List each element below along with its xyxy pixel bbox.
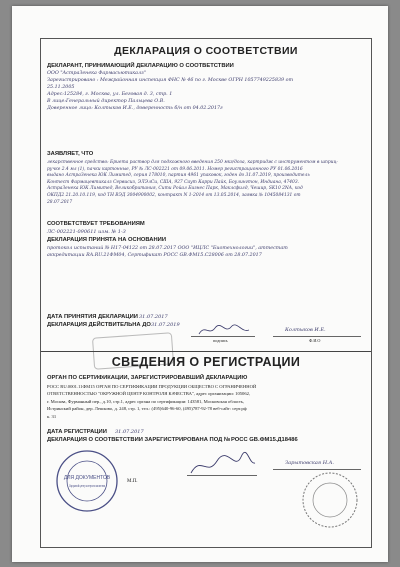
declares-line: ОКПД2 21.20.10.119, код ТН ВЭД 3004900002, контракт N 1-2014 от 13.05.2014, заявка № 1045084131 от [47,192,301,198]
officer-name-line [273,469,361,470]
body-line: г. Москва, Фурманный пер., д.10, стр.1, адрес органа по сертификации: 143581, Московская область, [47,398,245,404]
basis-heading: ДЕКЛАРАЦИЯ ПРИНЯТА НА ОСНОВАНИИ [47,237,167,243]
valid-date: 31.07.2019 [151,322,180,328]
applicant-line: ООО "АстраЗенека Фармасьютикалз" [47,71,146,76]
declares-line: 28.07.2017 [47,199,73,205]
requirements-heading: СООТВЕТСТВУЕТ ТРЕБОВАНИЯМ [47,221,145,227]
declares-line: выдано АстраЗенека ЮК Лимитед, серия 178010, партия 4961 упаковок, годен до 31.07.2019, производитель [47,173,310,179]
body-block [47,383,256,420]
basis-block [47,245,288,259]
body-line: Истринский район, дер. Лешково, д. 248, стр. 1, тел.: (495)640-96-60, (495)787-92-78 веб-сайт: серт.рф [47,406,247,412]
registration-title: СВЕДЕНИЯ О РЕГИСТРАЦИИ [111,355,301,369]
accepted-date: 31.07.2017 [139,314,168,320]
seal-inner-text: ДЛЯ ДОКУМЕНТОВ [63,475,111,481]
applicant-line: Зарегистрировано : Межрайонная инспекция ФНС № 46 по г. Москве ОГРН 1057749225839 от [47,78,294,84]
registered-date: 31.07.2017 [115,429,144,435]
body-heading: ОРГАН ПО СЕРТИФИКАЦИИ, ЗАРЕГИСТРИРОВАВШИЙ ДЕКЛАРАЦИЮ [47,375,248,381]
signature-mark [197,322,251,338]
body-line: к. 31 [47,413,57,419]
declares-block [47,160,338,206]
applicant-line: 25.11.2005 [47,85,75,91]
signature-caption: подпись [213,338,228,343]
declares-line: АстраЗенека ЮК Лимитед, Великобритания, Сити Ройал Бизнес Парк, Маклсфилд, Чешир, SK10 2NA, код [47,186,303,192]
document-sheet [12,6,388,562]
round-stamp [301,471,359,529]
body-line: РОСС RU.0001.11ФМ15 ОРГАН ПО СЕРТИФИКАЦИИ ПРОДУКЦИИ ОБЩЕСТВО С ОГРАНИЧЕННОЙ [47,384,257,389]
number-value: РОСС GB.ФМ15.Д18486 [231,437,298,443]
official-seal [55,449,119,513]
accepted-label: ДАТА ПРИНЯТИЯ ДЕКЛАРАЦИИ [47,314,138,320]
registered-label: ДАТА РЕГИСТРАЦИИ [47,429,107,435]
requirements-value: ЛС-002221-090611 изм. № 1-3 [47,229,126,235]
basis-line: протокол испытаний № Н17-04122 от 28.07.2017 ООО "ИЦЛС "Биотехнологии", аттестат [47,246,288,251]
fio-caption: Ф.И.О [309,338,321,343]
declares-line: ручке 2.4 мл (1), пачки картонные, РУ № ЛС-002221 от 09.06.2011. Номер регистрационного РУ 01.06.2016 [47,166,303,172]
declares-heading: ЗАЯВЛЯЕТ, ЧТО [47,151,94,157]
stamp-place-label: М.П. [127,479,138,484]
applicant-line: В лице:Генеральный директор Пальцева О.В. [47,99,165,105]
applicant-heading: ДЕКЛАРАНТ, ПРИНИМАЮЩИЙ ДЕКЛАРАЦИЮ О СООТВЕТСТВИИ [47,63,234,69]
section-divider [41,351,371,352]
applicant-line: Доверенное лицо: Колтыков И.Е., доверенность б/н от 04.02.2017г [47,106,223,112]
basis-line: аккредитации RA.RU.21ФМ04, Сертификат РОСС GB.ФМ15.C28006 от 28.07.2017 [47,253,262,259]
officer-signature-line [187,475,257,476]
number-label: ДЕКЛАРАЦИЯ О СООТВЕТСТВИИ ЗАРЕГИСТРИРОВАНА ПОД № [47,437,231,443]
valid-label: ДЕКЛАРАЦИЯ ДЕЙСТВИТЕЛЬНА ДО [47,322,151,328]
declares-line: Контест Фармацевтикалз Сервисиз, ЭЛЭлСи, США, 927 Саут Карри Пайк, Боулингтон, Индиана, 47403. [47,179,300,185]
signer-name: Колтыков И.Е. [285,327,326,333]
seal-outer-text: Окружной центр контроля качества [69,483,106,488]
declares-line: лекарственное средство: Бриета раствор для подкожного введения 250 мкг/доза, картридж с инструментом в шприц- [47,160,339,165]
body-line: ОТВЕТСТВЕННОСТЬЮ "ОКРУЖНОЙ ЦЕНТР КОНТРОЛЯ КАЧЕСТВА", адрес организации: 105062, [47,391,251,397]
officer-name: Зарытовская Н.А. [285,460,335,466]
applicant-line: Адрес:125284, г. Москва, ул. Беговая д. 3, стр. 1 [47,92,173,98]
applicant-block [47,70,293,113]
document-frame [40,38,372,548]
declaration-title: ДЕКЛАРАЦИЯ О СООТВЕТСТВИИ [114,45,298,57]
